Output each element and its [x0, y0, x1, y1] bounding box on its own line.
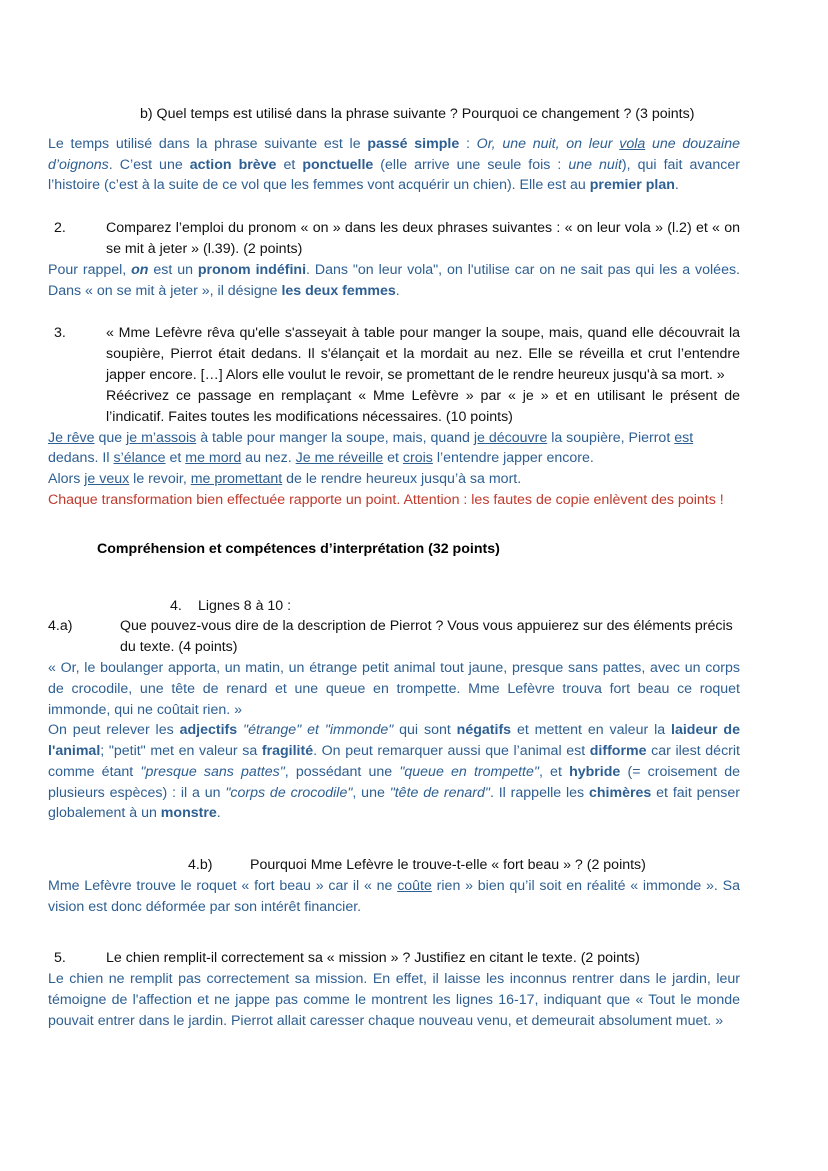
answer-4a-b7: chimères [589, 784, 652, 801]
question-4-lines-label: Lignes 8 à 10 : [198, 597, 292, 614]
answer-4a-b6: hybride [569, 763, 621, 780]
answer-4a-t1: On peut relever les [48, 722, 180, 739]
answer-3-u8: crois [402, 450, 433, 467]
answer-4a-i5: "tête de renard" [389, 784, 490, 801]
answer-1b [48, 134, 740, 196]
answer-4a-i3: "queue en trompette" [399, 763, 539, 780]
answer-3-t7: et [383, 450, 403, 467]
answer-1b-seg3: . C’est une [108, 156, 190, 173]
answer-4a-b1: adjectifs [179, 722, 238, 739]
answer-1b-bold3: ponctuelle [302, 156, 374, 173]
answer-3-u3: je découvre [473, 429, 548, 446]
answer-1b-seg2: : [459, 135, 477, 152]
answer-4b-t2: rien » bien qu’il soit en réalité « immonde ». Sa vision est donc déformée par son intérêt financier. [48, 877, 740, 915]
answer-1b-seg5: (elle arrive une seule fois : [373, 156, 569, 173]
answer-1b-italic1: Or, une nuit, on leur [476, 135, 620, 152]
question-2-prompt: Comparez l’emploi du pronom « on » dans les deux phrases suivantes : « on leur vola » (l.2) et « on se mit à jeter » (l.39). (2 points) [106, 220, 740, 257]
question-4a-number: 4.a) [48, 618, 73, 635]
question-4b-number: 4.b) [188, 857, 213, 874]
answer-1b-italic2: une douzaine d’oignons [48, 135, 740, 173]
answer-3-t4: dedans. Il [48, 450, 114, 467]
question-2-number: 2. [54, 220, 66, 237]
answer-4a-b4: fragilité [261, 743, 314, 760]
question-5-number: 5. [54, 950, 66, 967]
answer-2-bold1: pronom indéfini [197, 261, 307, 278]
document-content [48, 104, 740, 1032]
answer-3-line1 [48, 428, 740, 469]
answer-3-u4: est [674, 429, 694, 446]
answer-1b-bold1: passé simple [367, 135, 460, 152]
answer-3-l2t3: de le rendre heureux jusqu’à sa mort. [282, 471, 522, 488]
answer-5: Le chien ne remplit pas correctement sa mission. En effet, il laisse les inconnus rentrer dans le jardin, leur témoigne de l'affection et ne jappe pas comme le montrent les lignes 16-17, indiquant que « Tout le monde pouvait entrer dans le jardin. Pierrot allait caresser chaque nouveau venu, et demeurait absolument muet. » [48, 971, 740, 1029]
answer-4b [48, 876, 740, 917]
answer-4a-t8: , possédant une [284, 763, 400, 780]
answer-3-warning: Chaque transformation bien effectuée rapporte un point. Attention : les fautes de copie enlèvent des points ! [48, 491, 724, 508]
question-4 [48, 596, 740, 617]
question-5-prompt: Le chien remplit-il correctement sa « mission » ? Justifiez en citant le texte. (2 points) [106, 950, 640, 967]
answer-3-l2t2: le revoir, [129, 471, 191, 488]
answer-2 [48, 260, 740, 301]
question-1b-prompt: b) Quel temps est utilisé dans la phrase suivante ? Pourquoi ce changement ? (3 points) [140, 106, 695, 122]
answer-1b-bold2: action brève [189, 156, 277, 173]
question-4b [48, 855, 740, 876]
answer-3-line2 [48, 469, 740, 490]
answer-1b-italic3: une nuit [568, 156, 622, 173]
answer-2-seg2: est un [148, 261, 198, 278]
answer-4a-body [48, 720, 740, 824]
answer-4a-b2: négatifs [456, 722, 512, 739]
answer-4a-t14: . [216, 805, 221, 822]
answer-4a-t3: qui sont [393, 722, 457, 739]
answer-2-seg3: . Dans "on leur vola", on l'utilise car on ne sait pas qui les a volées. Dans « on se mit à jeter », il désigne [48, 261, 740, 299]
answer-4a-t6: . On peut remarquer aussi que l’animal est [313, 743, 590, 760]
question-4b-prompt: Pourquoi Mme Lefèvre le trouve-t-elle « fort beau » ? (2 points) [250, 857, 646, 874]
question-3-instruction: Réécrivez ce passage en remplaçant « Mme Lefèvre » par « je » et en utilisant le présent de l’indicatif. Faites toutes les modifications nécessaires. (10 points) [106, 387, 740, 425]
answer-3-t5: et [165, 450, 186, 467]
answer-2-bolditalic: on [131, 261, 149, 278]
answer-4a-i1: "étrange" et "immonde" [243, 722, 394, 739]
answer-3-u5: s’élance [113, 450, 166, 467]
answer-3-u7: Je me réveille [295, 450, 384, 467]
answer-3-u6: me mord [185, 450, 242, 467]
answer-3-u2: je m’assois [126, 429, 197, 446]
answer-2-seg4: . [395, 282, 400, 299]
answer-3-t3: la soupière, Pierrot [547, 429, 675, 446]
answer-1b-seg4: et [276, 156, 303, 173]
answer-3-t1: que [94, 429, 127, 446]
answer-2-bold2: les deux femmes [281, 282, 396, 299]
question-3-quote: « Mme Lefèvre rêva qu'elle s'asseyait à table pour manger la soupe, mais, quand elle découvrait la soupière, Pierrot était dedans. Il s'élançait et la mordait au nez. Elle se réveilla et crut l’entendre japper encore. […] Alors elle voulut le revoir, se promettant de le rendre heureux jusqu'à sa mort. » [106, 325, 740, 384]
question-3 [48, 323, 740, 427]
answer-4a-t11: , une [352, 784, 390, 801]
answer-4a-t10: (= croisement de plusieurs espèces) : il a un [48, 763, 741, 801]
answer-3-l2u2: me promettant [190, 471, 283, 488]
answer-4a-t5: ; "petit" met en valeur sa [100, 743, 262, 760]
answer-4b-u1: coûte [397, 877, 432, 894]
answer-4a-t4: et mettent en valeur la [511, 722, 672, 739]
answer-4a-i4: "corps de crocodile" [225, 784, 353, 801]
answer-4b-t1: Mme Lefèvre trouve le roquet « fort beau » car il « ne [48, 877, 398, 894]
question-5 [48, 948, 740, 969]
answer-2-seg1: Pour rappel, [48, 261, 132, 278]
answer-3-l2u1: je veux [84, 471, 130, 488]
answer-3-t8: l’entendre japper encore. [432, 450, 594, 467]
section-heading-row [48, 541, 740, 557]
question-3-number: 3. [54, 325, 66, 342]
answer-3-l2t1: Alors [48, 471, 85, 488]
question-2 [48, 218, 740, 260]
answer-1b-seg7: . [674, 177, 679, 194]
answer-4a-i2: "presque sans pattes" [140, 763, 285, 780]
answer-4a-t13: et fait penser globalement à un [48, 784, 740, 822]
answer-4a-t9: , et [538, 763, 570, 780]
answer-1b-seg1: Le temps utilisé dans la phrase suivante est le [48, 135, 368, 152]
answer-4a-t7: car ilest décrit comme étant [48, 743, 740, 780]
answer-4a-b5: difforme [589, 743, 647, 760]
question-3-body [106, 323, 740, 427]
answer-1b-seg6: ), qui fait avancer l’histoire (c’est à la suite de ce vol que les femmes vont acquérir un chien). Elle est au [48, 156, 740, 194]
question-4a-prompt: Que pouvez-vous dire de la description de Pierrot ? Vous vous appuierez sur des éléments précis du texte. (4 points) [120, 618, 733, 656]
question-4-number: 4. [170, 597, 182, 614]
question-4a [48, 616, 740, 658]
answer-4a-b3: laideur de l'animal [48, 722, 740, 760]
answer-4a-b8: monstre [160, 805, 217, 822]
answer-3-t2: à table pour manger la soupe, mais, quand [196, 429, 474, 446]
answer-4a-quote: « Or, le boulanger apporta, un matin, un étrange petit animal tout jaune, presque sans pattes, avec un corps de crocodile, une tête de renard et une queue en trompette. Mme Lefèvre trouva fort beau ce roquet immonde, qui ne coûtait rien. » [48, 660, 740, 718]
answer-3-u1: Je rêve [48, 429, 95, 446]
answer-3-t6: au nez. [241, 450, 296, 467]
answer-4a-t12: . Il rappelle les [489, 784, 589, 801]
answer-1b-underline1: vola [619, 135, 646, 152]
answer-1b-bold4: premier plan [589, 177, 675, 194]
section-heading: Compréhension et compétences d’interprétation (32 points) [97, 540, 500, 557]
question-1b [48, 104, 740, 125]
